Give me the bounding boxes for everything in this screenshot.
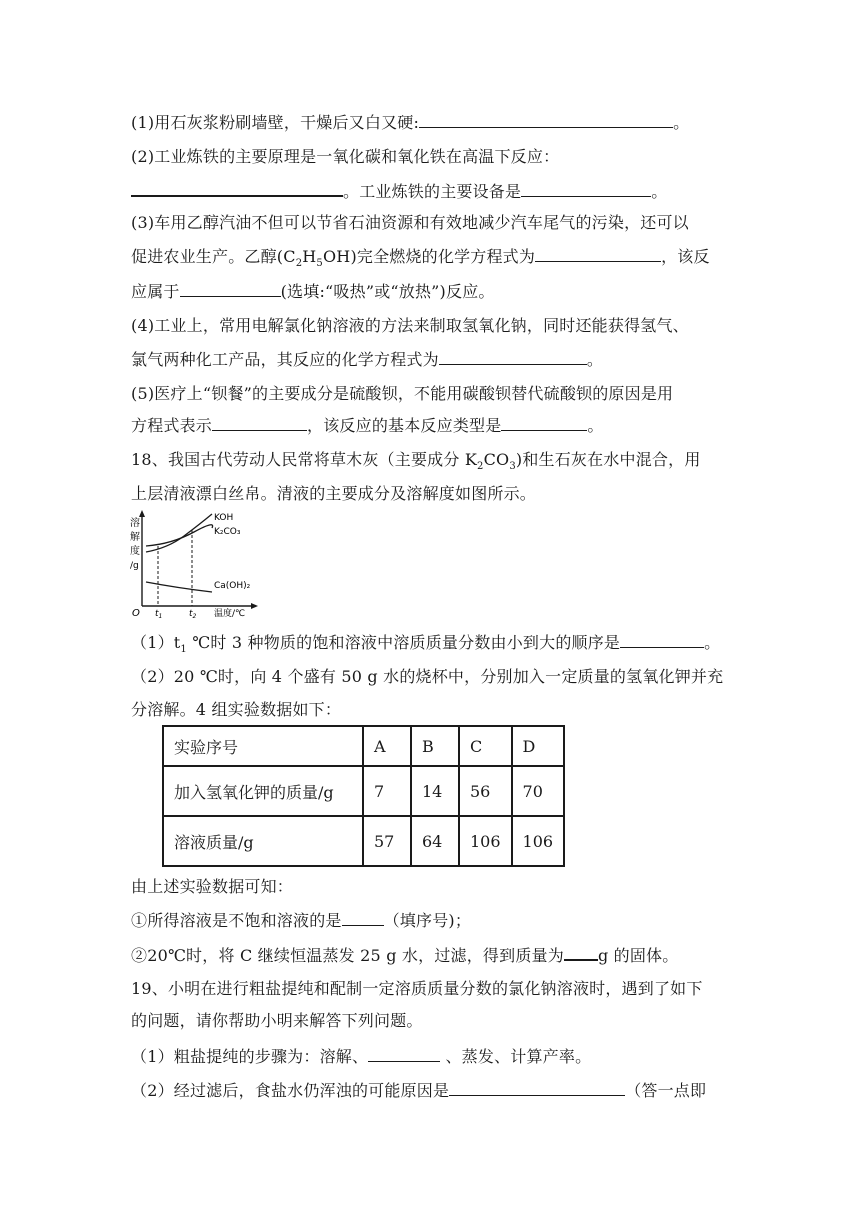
solubility-graph: [128, 508, 268, 618]
origin-label: O: [132, 608, 140, 618]
text: 应属于: [131, 282, 180, 301]
q17-part3-a: [131, 213, 731, 233]
q19-sub2: [131, 1081, 731, 1101]
table-cell: 57: [363, 816, 411, 866]
text: 18、我国古代劳动人民常将草木灰（主要成分 K: [131, 450, 477, 469]
answer-blank[interactable]: [180, 282, 281, 297]
text: （1）粗盐提纯的步骤为：溶解、: [131, 1047, 369, 1066]
q17-part1: [131, 113, 731, 133]
answer-blank[interactable]: [564, 945, 598, 961]
subscript: 5: [316, 258, 323, 270]
answer-blank[interactable]: [535, 247, 661, 262]
answer-blank[interactable]: [368, 1047, 440, 1062]
y-axis-arrow: [139, 510, 145, 517]
q17-part2-b: [131, 181, 731, 202]
answer-blank[interactable]: [501, 416, 587, 431]
q19-intro-b: [131, 1011, 731, 1031]
table-cell: 64: [411, 816, 459, 866]
subscript: 3: [509, 461, 516, 473]
q18-sub2-a: [131, 667, 731, 687]
text: (选填:“吸热”或“放热”)反应。: [280, 282, 495, 301]
q17-part3-text: (3)车用乙醇汽油不但可以节省石油资源和有效地减少汽车尾气的污染，还可以: [131, 213, 689, 232]
x-axis-arrow: [251, 603, 258, 609]
table-row: [163, 816, 564, 866]
table-cell: 106: [512, 816, 565, 866]
table-cell: 106: [459, 816, 512, 866]
q17-part2-text: (2)工业炼铁的主要原理是一氧化碳和氧化铁在高温下反应：: [131, 147, 560, 166]
punct: 。: [673, 113, 690, 132]
t1-label: $t_1$: [155, 609, 163, 618]
q17-part3-c: [131, 282, 731, 302]
text: 分溶解。4 组实验数据如下：: [131, 700, 342, 719]
text: ①所得溶液是不饱和溶液的是: [131, 911, 342, 930]
x-axis-label: 温度/℃: [214, 609, 246, 618]
k2co3-curve: [146, 525, 213, 546]
table-cell: 加入氢氧化钾的质量/g: [163, 766, 363, 816]
y-label-3: 度: [130, 546, 140, 557]
text: ℃时 3 种物质的饱和溶液中溶质质量分数由小到大的顺序是: [186, 633, 621, 652]
table-cell: C: [459, 726, 512, 766]
q18-sub1: [131, 633, 731, 656]
text: (5)医疗上“钡餐”的主要成分是硫酸钡，不能用碳酸钡替代硫酸钡的原因是用: [131, 384, 674, 403]
answer-blank[interactable]: [521, 182, 651, 197]
table-cell: 实验序号: [163, 726, 363, 766]
q19-sub1: [131, 1047, 731, 1067]
y-label-2: 解: [130, 532, 140, 543]
table-cell: 溶液质量/g: [163, 816, 363, 866]
text: CO: [483, 450, 510, 469]
t2-label: $t_2$: [189, 609, 197, 618]
q19-intro-a: [131, 979, 731, 999]
text: OH)完全燃烧的化学方程式为: [322, 247, 536, 266]
punct: 。: [587, 416, 604, 435]
q17-part4-a: [131, 316, 731, 336]
text: )和生石灰在水中混合，用: [515, 450, 701, 469]
answer-blank[interactable]: [439, 350, 587, 365]
text: H: [302, 247, 317, 266]
text: （2）经过滤后，食盐水仍浑浊的可能原因是: [131, 1081, 450, 1100]
text: 由上述实验数据可知：: [131, 877, 294, 896]
q18-conclusion-2: [131, 945, 731, 966]
koh-curve: [146, 514, 212, 552]
text: 上层清液漂白丝帛。清液的主要成分及溶解度如图所示。: [131, 484, 537, 503]
answer-blank[interactable]: [419, 113, 673, 128]
q17-part1-text: (1)用石灰浆粉刷墙壁，干燥后又白又硬:: [131, 113, 420, 132]
table-cell: 7: [363, 766, 411, 816]
table-cell: 70: [512, 766, 565, 816]
y-label-1: 溶: [130, 518, 140, 529]
text: 方程式表示: [131, 416, 213, 435]
koh-label: KOH: [214, 513, 234, 523]
punct: 。: [704, 633, 721, 652]
q17-part2-text-b: 。工业炼铁的主要设备是: [343, 182, 522, 201]
answer-blank[interactable]: [342, 911, 384, 926]
text: （2）20 ℃时，向 4 个盛有 50 g 水的烧杯中，分别加入一定质量的氢氧化钾并充: [131, 667, 724, 686]
table-cell: 14: [411, 766, 459, 816]
text: （1）t: [131, 633, 181, 652]
table-row: [163, 766, 564, 816]
text: 19、小明在进行粗盐提纯和配制一定溶质质量分数的氯化钠溶液时，遇到了如下: [131, 979, 703, 998]
y-label-4: /g: [130, 561, 139, 571]
text: （填序号)；: [383, 911, 472, 930]
q18-conclusion-1: [131, 911, 731, 931]
text: ②20℃时，将 C 继续恒温蒸发 25 g 水，过滤，得到质量为: [131, 946, 564, 965]
caoh2-label: Ca(OH)₂: [214, 581, 251, 591]
answer-blank[interactable]: [449, 1081, 625, 1096]
text: g 的固体。: [597, 946, 679, 965]
subscript: 2: [477, 461, 484, 473]
experiment-table: [162, 725, 565, 867]
punct: 。: [651, 182, 668, 201]
subscript: 1: [180, 644, 187, 656]
q17-part2-a: [131, 147, 731, 167]
q18-intro-b: [131, 484, 731, 504]
text: (4)工业上，常用电解氯化钠溶液的方法来制取氢氧化钠，同时还能获得氢气、: [131, 316, 689, 335]
table-cell: D: [512, 726, 565, 766]
text: 的问题，请你帮助小明来解答下列问题。: [131, 1011, 423, 1030]
q18-sub2-b: [131, 700, 731, 720]
q17-part5-a: [131, 384, 731, 404]
caoh2-curve: [146, 582, 212, 592]
punct: 。: [586, 350, 604, 369]
answer-blank[interactable]: [131, 181, 343, 197]
k2co3-label: K₂CO₃: [214, 527, 241, 537]
text: （答一点即: [625, 1081, 707, 1100]
q18-conclusion: [131, 877, 731, 897]
table-cell: B: [411, 726, 459, 766]
table-cell: 56: [459, 766, 512, 816]
text: ，该反应的基本反应类型是: [307, 416, 502, 435]
subscript: 2: [295, 258, 303, 270]
table-cell: A: [363, 726, 411, 766]
answer-blank[interactable]: [620, 633, 704, 648]
q17-part5-b: [131, 416, 731, 436]
q17-part3-b: [131, 247, 731, 270]
text: ，该反: [661, 247, 710, 266]
q18-intro-a: [131, 450, 731, 473]
table-header-row: [163, 726, 564, 766]
q17-part4-b: [131, 350, 731, 370]
text: 促进农业生产。乙醇(C: [131, 247, 296, 266]
answer-blank[interactable]: [212, 416, 307, 431]
text: 、蒸发、计算产率。: [440, 1047, 592, 1066]
text: 氯气两种化工产品，其反应的化学方程式为: [131, 350, 439, 369]
